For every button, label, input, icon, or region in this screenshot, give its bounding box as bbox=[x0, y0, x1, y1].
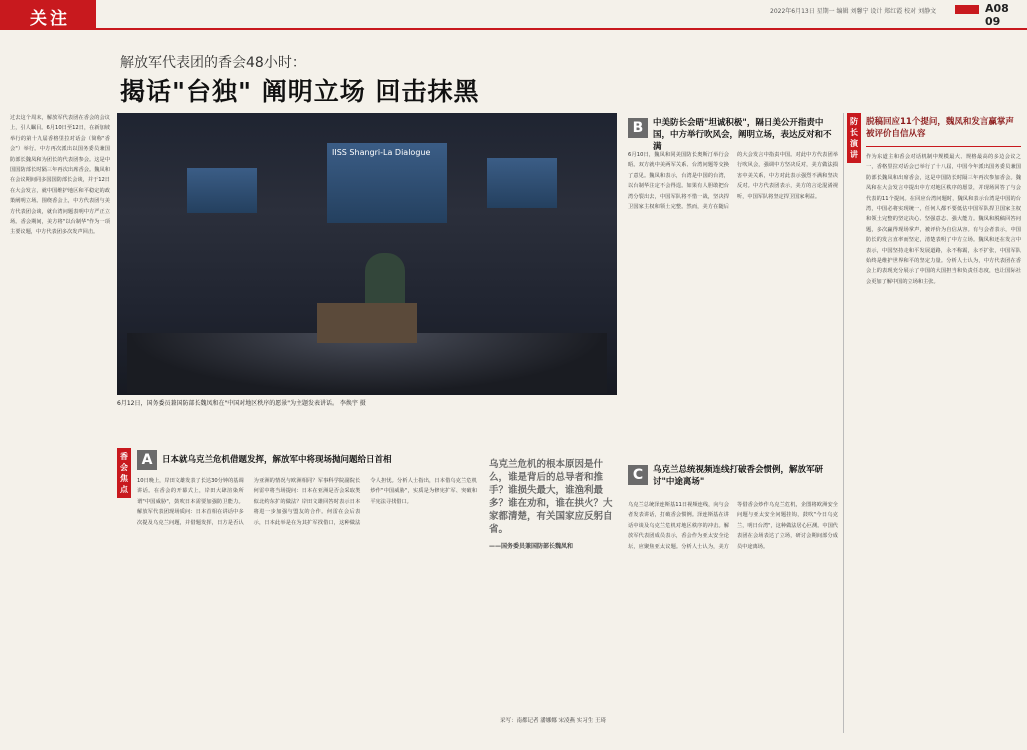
newspaper-logo bbox=[955, 5, 979, 14]
article-b-title: 中美防长会晤"坦诚积极"，隔日美公开指责中国，中方举行吹风会，阐明立场，表达反对和不满 bbox=[653, 118, 832, 152]
date-info: 2022年6月13日 星期一 编辑 刘馨宁 设计 郑红霞 校对 刘静文 bbox=[770, 8, 937, 15]
screen-left bbox=[187, 168, 257, 213]
pull-quote-text: 乌克兰危机的根本原因是什么，谁是背后的总导者和推手？谁损失最大，谁渔利最多？谁在劝和，谁在拱火？大家都清楚，有关国家应反躬自省。 bbox=[489, 459, 613, 535]
intro-text: 过去这个周末，解放军代表团在香会的会议上，引人瞩目。6月10日至12日，在新加坡举行的第十九届香格里拉对话会（简称"香会"）举行。中方再次派出以国务委员兼国防部长魏凤和为团长的代表团参会。这是中国国防部长时隔三年再次出席香会。魏凤和在会议期间同多国国防部长会谈，并于12日在大会发言，就中国维护地区和平稳定的政策阐明立场。围绕香会上，中方代表团与美方代表团会谈，就台湾问题表明中方严正立场。香会期间，美方将"以台制华"作为一项主要议题，中方代表团多次发声回击。 bbox=[10, 115, 110, 236]
section-side-tag: 香会焦点 bbox=[117, 448, 131, 498]
right-side-tag: 防长演讲 bbox=[847, 113, 861, 163]
headline: 揭话"台独" 阐明立场 回击抹黑 bbox=[120, 77, 480, 106]
conference-photo bbox=[117, 113, 617, 395]
article-c-title: 乌克兰总统视频连线打破香会惯例，解放军研讨"中途离场" bbox=[653, 465, 824, 487]
screen-center bbox=[327, 143, 447, 223]
letter-b: B bbox=[628, 118, 648, 138]
right-title-rule bbox=[866, 146, 1021, 147]
byline: 采写：南都记者 潘娜娜 宋凌燕 实习生 王琦 bbox=[500, 718, 606, 724]
screen-right bbox=[487, 158, 557, 208]
column-divider bbox=[843, 113, 844, 733]
podium bbox=[317, 303, 417, 343]
section-tag: 关注 bbox=[0, 0, 96, 30]
banner-text: IISS Shangri-La Dialogue bbox=[332, 148, 431, 157]
right-article-text: 作为东道主和香会对话机制中规模最大、规格最高的多边会议之一，香格里拉对话会已举行了十八届，中国今年派出国务委员兼国防部长魏凤和出席香会，这是中国防长时隔三年再次参加香会。魏凤和在大会发言中提出中方对地区秩序的愿景，并现场回答了与会代表的11个提问。在回应台湾问题时，魏凤和表示台湾是中国的台湾，中国必将实现统一，任何人都不要低估中国军队捍卫国家主权和领土完整的坚定决心、坚强意志、强大能力。魏凤和脱稿回答问题，多次赢得现场掌声，被评价为自信从容。有与会者表示，中国防长的发言直率而坚定，清楚表明了中方立场。魏凤和还在发言中表示，中国坚持走和平发展道路，永不称霸，永不扩张，中国军队始终是维护世界和平的坚定力量。分析人士认为，中方代表团在香会上的表现充分展示了中国的大国担当和负责任态度，也让国际社会更加了解中国的立场和主张。 bbox=[866, 154, 1021, 285]
article-b-text: 6月10日，魏凤和同美国防长奥斯汀举行会晤。双方就中美两军关系、台湾问题等交换了意见。魏凤和表示，台湾是中国的台湾，以台制华注定不会得逞。如果有人胆敢把台湾分裂出去，中国军队将不惜一战，坚决捍卫国家主权和领土完整。然而，美方在随后的大会发言中指责中国。对此中方代表团举行吹风会，强调中方坚决反对，美方做法损害中美关系，中方对此表示强烈不满和坚决反对。中方代表团表示，美方的言论混淆视听，中国军队将坚定捍卫国家利益。 bbox=[628, 152, 838, 211]
top-rule bbox=[96, 28, 1027, 30]
pull-quote bbox=[489, 458, 619, 608]
letter-a: A bbox=[137, 450, 157, 470]
article-a-text: 10日晚上，岸田文雄发表了长达30分钟的基调讲话。在香会的开幕式上，岸田大肆渲染所谓"中国威胁"，鼓吹日本需要加强防卫能力。解放军代表团现场质问：日本首相在讲话中多次提及乌克兰问题，并借题发挥，日方是否认为亚洲的情况与欧洲相同？军事科学院副院长何雷中将当场提问：日本在亚洲是否会采取类似北约东扩的做法？岸田文雄回答时表示日本将进一步加强与盟友的合作。何雷在会后表示，日本此举是在为其扩军找借口，这种做法令人担忧。分析人士指出，日本借乌克兰危机炒作"中国威胁"，实质是为修宪扩军、突破和平宪法寻找借口。 bbox=[137, 478, 477, 526]
kicker: 解放军代表团的香会48小时： bbox=[120, 55, 306, 71]
letter-c: C bbox=[628, 465, 648, 485]
right-article-title: 脱稿回应11个提问，魏凤和发言赢掌声被评价自信从容 bbox=[866, 117, 1014, 139]
pull-quote-source: ——国务委员兼国防部长魏凤和 bbox=[489, 543, 574, 550]
article-c-text: 乌克兰总统泽连斯基11日视频连线，向与会者发表讲话，打破香会惯例。泽连斯基在讲话中谈及乌克兰危机对地区秩序的冲击。解放军代表团成员表示，香会作为亚太安全论坛，应聚焦亚太议题。分析人士认为，美方等借香会炒作乌克兰危机，企图将欧洲安全问题与亚太安全问题挂钩，鼓吹"今日乌克兰，明日台湾"，这种做法居心叵测。中国代表团在会场表达了立场，研讨会期间部分成员中途离场。 bbox=[628, 502, 838, 550]
article-a-title: 日本就乌克兰危机借题发挥，解放军中将现场抛问题给日首相 bbox=[162, 455, 392, 465]
page-number: A08 09 bbox=[985, 2, 1009, 28]
photo-caption: 6月12日，国务委员兼国防部长魏凤和在"中国对地区秩序的愿景"为主题发表讲话。 李焕宇 摄 bbox=[117, 400, 366, 407]
